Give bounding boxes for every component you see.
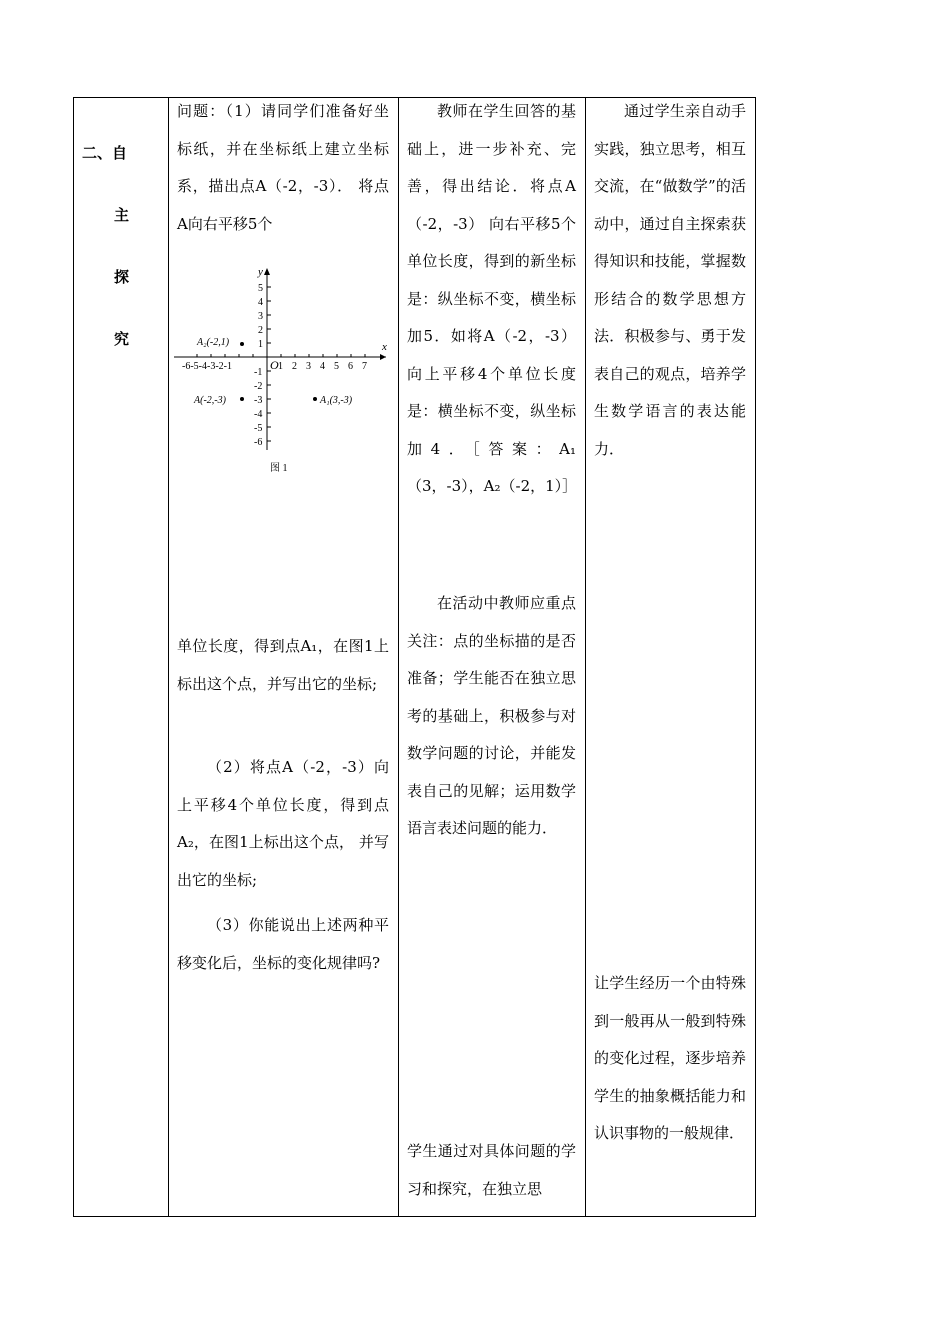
x-axis-label: x [382, 341, 387, 353]
x-tick-label: 7 [362, 361, 367, 372]
column-divider [398, 98, 399, 1216]
y-tick-label: -3 [254, 395, 263, 406]
problem-part3: （3）你能说出上述两种平移变化后，坐标的变化规律吗? [177, 916, 389, 972]
section-title-3: 探 [114, 268, 130, 286]
teacher-focus: 在活动中教师应重点关注：点的坐标描的是否准备；学生能否在独立思考的基础上，积极参与对数学问题的讨论，并能发表自己的见解；运用数学语言表述问题的能力． [407, 594, 576, 837]
y-tick-label: -5 [254, 423, 263, 434]
y-tick-label: 5 [258, 283, 263, 294]
y-tick-label: -2 [254, 381, 263, 392]
problem-intro: 问题：（1）请同学们准备好坐标纸，并在坐标纸上建立坐标系，描出点A（-2，-3）． 将点A向右平移5个 [177, 102, 389, 233]
y-tick-label: 4 [258, 297, 263, 308]
problem-part1-cont: 单位长度，得到点A₁，在图1上标出这个点，并写出它的坐标; [177, 637, 389, 693]
point-a1-label: A₁(3,-3) [320, 395, 353, 406]
x-tick-labels-negative: -6-5-4-3-2-1 [182, 361, 232, 372]
point-a1-marker [313, 397, 317, 401]
y-tick-label: -1 [254, 367, 263, 378]
y-tick-label: -6 [254, 437, 263, 448]
figure-caption: 图 1 [270, 463, 288, 474]
x-tick-label: 2 [292, 361, 297, 372]
section-title-4: 究 [114, 330, 130, 348]
origin-label: O [270, 358, 279, 372]
problem-part2: （2）将点A（-2，-3）向上平移4个单位长度，得到点A₂，在图1上标出这个点， 并写出它的坐标; [177, 758, 389, 889]
coordinate-figure [168, 262, 396, 477]
y-tick-label: 1 [258, 339, 263, 350]
point-a2-label: A₂(-2,1) [197, 337, 230, 348]
purpose-1: 通过学生亲自动手实践，独立思考，相互交流，在“做数学”的活动中，通过自主探索获得知识和技能，掌握数形结合的数学思想方法．积极参与、勇于发表自己的观点，培养学生数学语言的表达能力． [594, 102, 746, 458]
point-a-label: A(-2,-3) [194, 395, 226, 406]
section-title-2: 主 [114, 206, 130, 224]
student-learning: 学生通过对具体问题的学习和探究，在独立思 [407, 1142, 576, 1198]
point-a-marker [240, 397, 244, 401]
x-tick-label: 4 [320, 361, 325, 372]
y-tick-label: 3 [258, 311, 263, 322]
point-a2-marker [240, 342, 244, 346]
x-tick-label: 5 [334, 361, 339, 372]
x-tick-label: 1 [278, 361, 283, 372]
column-divider [585, 98, 586, 1216]
teacher-conclusion: 教师在学生回答的基础上，进一步补充、完善，得出结论．将点A（-2，-3） 向右平移5个单位长度，得到的新坐标是：纵坐标不变，横坐标加5．如将A（-2，-3） 向上平移4个单位长度是：横坐标不变，纵坐标加4．［答案：A₁（3，-3），A₂（-2，1）］ [407, 102, 578, 495]
x-tick-label: 3 [306, 361, 311, 372]
y-axis-label: y [258, 266, 263, 278]
y-tick-label: -4 [254, 409, 263, 420]
y-tick-label: 2 [258, 325, 263, 336]
x-tick-label: 6 [348, 361, 353, 372]
purpose-2: 让学生经历一个由特殊到一般再从一般到特殊的变化过程，逐步培养学生的抽象概括能力和认识事物的一般规律． [594, 974, 746, 1142]
section-title-1: 二、自 [82, 144, 128, 162]
